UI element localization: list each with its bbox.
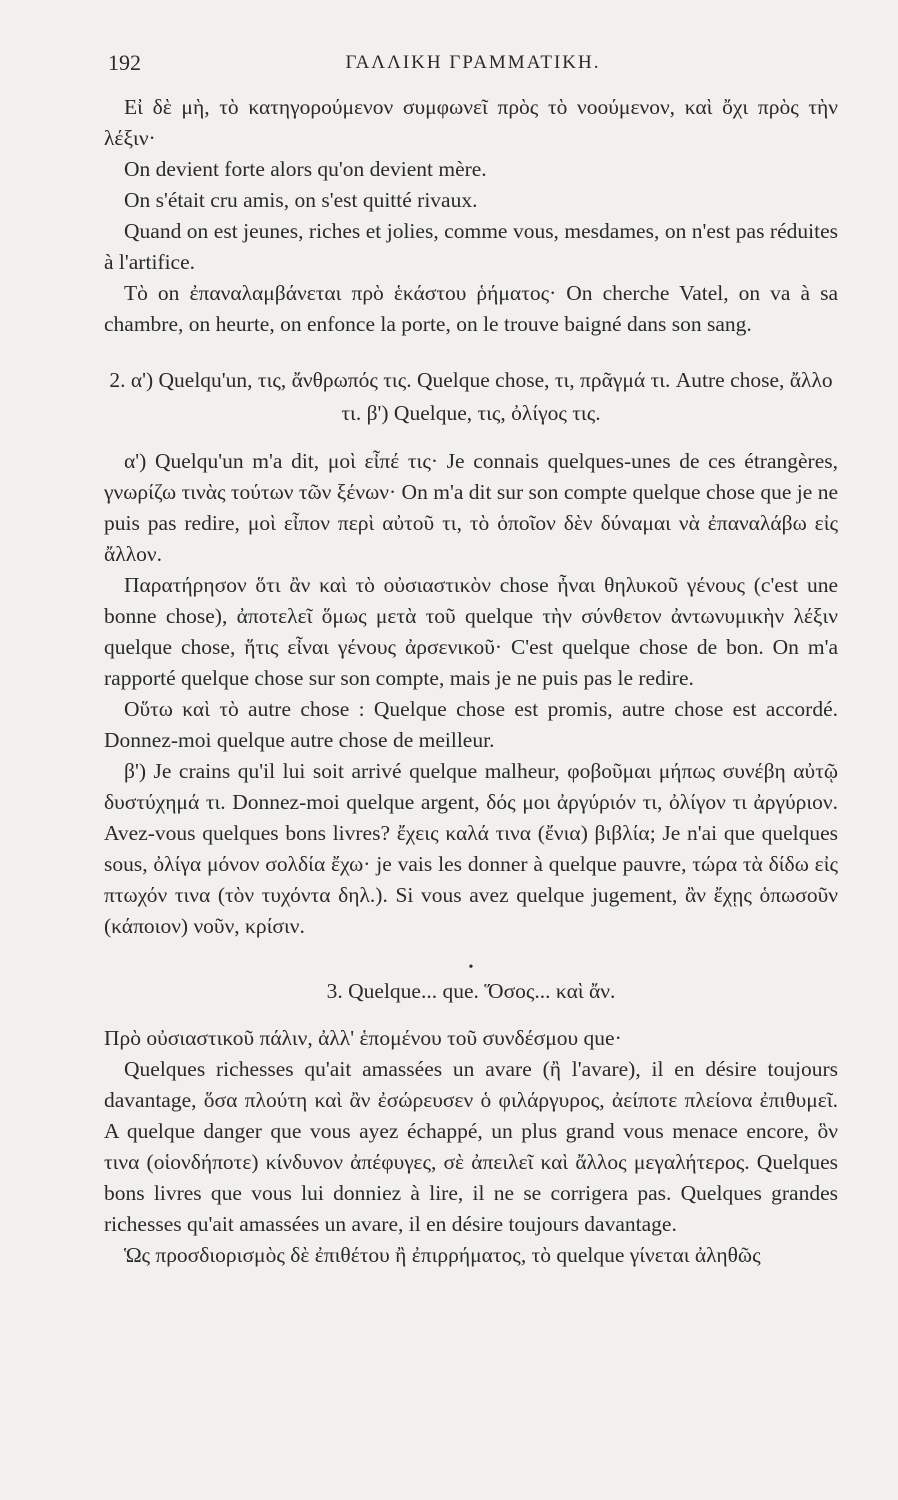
example-line: On devient forte alors qu'on devient mère. xyxy=(124,157,487,181)
paragraph: β') Je crains qu'il lui soit arrivé quelque malheur, φοβοῦμαι μήπως συνέβη αὐτῷ δυστύχημά τι. Donnez-moi quelque argent, δός μοι ἀργύριόν τι, ὀλίγον τι ἀργύριον. Avez-vous quelques bons livres? ἔχεις καλά τινα (ἔνια) βιβλία; Je n'ai que quelques sous, ὀλίγα μόνον σολδία ἔχω· je vais les donner à quelque pauvre, τώρα τὰ δίδω εἰς πτωχόν τινα (τὸν τυχόντα δηλ.). Si vous avez quelque jugement, ἂν ἔχῃς ὁπωσοῦν (κάποιον) νοῦν, κρίσιν. xyxy=(104,759,838,938)
paragraph: Παρατήρησον ὅτι ἂν καὶ τὸ οὐσιαστικὸν chose ἦναι θηλυκοῦ γένους (c'est une bonne chose), ἀποτελεῖ ὅμως μετὰ τοῦ quelque τὴν σύνθετον ἀντωνυμικὴν λέξιν quelque chose, ἥτις εἶναι γένους ἀρσενικοῦ· C'est quelque chose de bon. On m'a rapporté quelque chose sur son compte, mais je ne puis pas le redire. xyxy=(104,573,838,690)
page-header xyxy=(108,50,838,84)
running-title: ΓΑΛΛΙΚΗ ΓΡΑΜΜΑΤΙΚΗ. xyxy=(345,52,601,73)
paragraph: Οὕτω καὶ τὸ autre chose : Quelque chose est promis, autre chose est accordé. Donnez-moi quelque autre chose de meilleur. xyxy=(104,697,838,752)
section-heading-3: 3. Quelque... que. Ὅσος... καὶ ἄν. xyxy=(326,979,616,1003)
example-line: On s'était cru amis, on s'est quitté rivaux. xyxy=(124,188,478,212)
paragraph: Τὸ on ἐπαναλαμβάνεται πρὸ ἑκάστου ῥήματος· On cherche Vatel, on va à sa chambre, on heurte, on enfonce la porte, on le trouve baigné dans son sang. xyxy=(104,281,838,336)
paragraph: Εἰ δὲ μὴ, τὸ κατηγορούμενον συμφωνεῖ πρὸς τὸ νοούμενον, καὶ ὄχι πρὸς τὴν λέξιν· xyxy=(104,95,838,150)
paragraph: Πρὸ οὐσιαστικοῦ πάλιν, ἀλλ' ἑπομένου τοῦ συνδέσμου que· xyxy=(104,1026,622,1050)
section-mark: • xyxy=(468,960,474,975)
paragraph: α') Quelqu'un m'a dit, μοὶ εἶπέ τις· Je connais quelques-unes de ces étrangères, γνωρίζω τινὰς τούτων τῶν ξένων· On m'a dit sur son compte quelque chose que je ne puis pas redire, μοὶ εἶπον περὶ αὐτοῦ τι, τὸ ὁποῖον δὲν δύναμαι νὰ ἐπαναλάβω εἰς ἄλλον. xyxy=(104,449,838,566)
paragraph: Ὡς προσδιορισμὸς δὲ ἐπιθέτου ἢ ἐπιρρήματος, τὸ quelque γίνεται ἀληθῶς xyxy=(124,1243,761,1267)
paragraph: Quelques richesses qu'ait amassées un avare (ἢ l'avare), il en désire toujours davantage, ὅσα πλούτη καὶ ἂν ἐσώρευσεν ὁ φιλάργυρος, ἀείποτε πλείονα ἐπιθυμεῖ. A quelque danger que vous ayez échappé, un plus grand vous menace encore, ὃν τινα (οἱονδήποτε) κίνδυνον ἀπέφυγες, σὲ ἀπειλεῖ καὶ ἄλλος μεγαλήτερος. Quelques bons livres que vous lui donniez à lire, il ne se corrigera pas. Quelques grandes richesses qu'ait amassées un avare, il en désire toujours davantage. xyxy=(104,1057,838,1236)
example-line: Quand on est jeunes, riches et jolies, comme vous, mesdames, on n'est pas réduites à l'artifice. xyxy=(104,219,838,274)
page-body xyxy=(104,92,838,1271)
page-number: 192 xyxy=(108,50,141,75)
section-heading-2: 2. α') Quelqu'un, τις, ἄνθρωπός τις. Quelque chose, τι, πρᾶγμά τι. Autre chose, ἄλλο τι. β') Quelque, τις, ὀλίγος τις. xyxy=(109,368,833,425)
